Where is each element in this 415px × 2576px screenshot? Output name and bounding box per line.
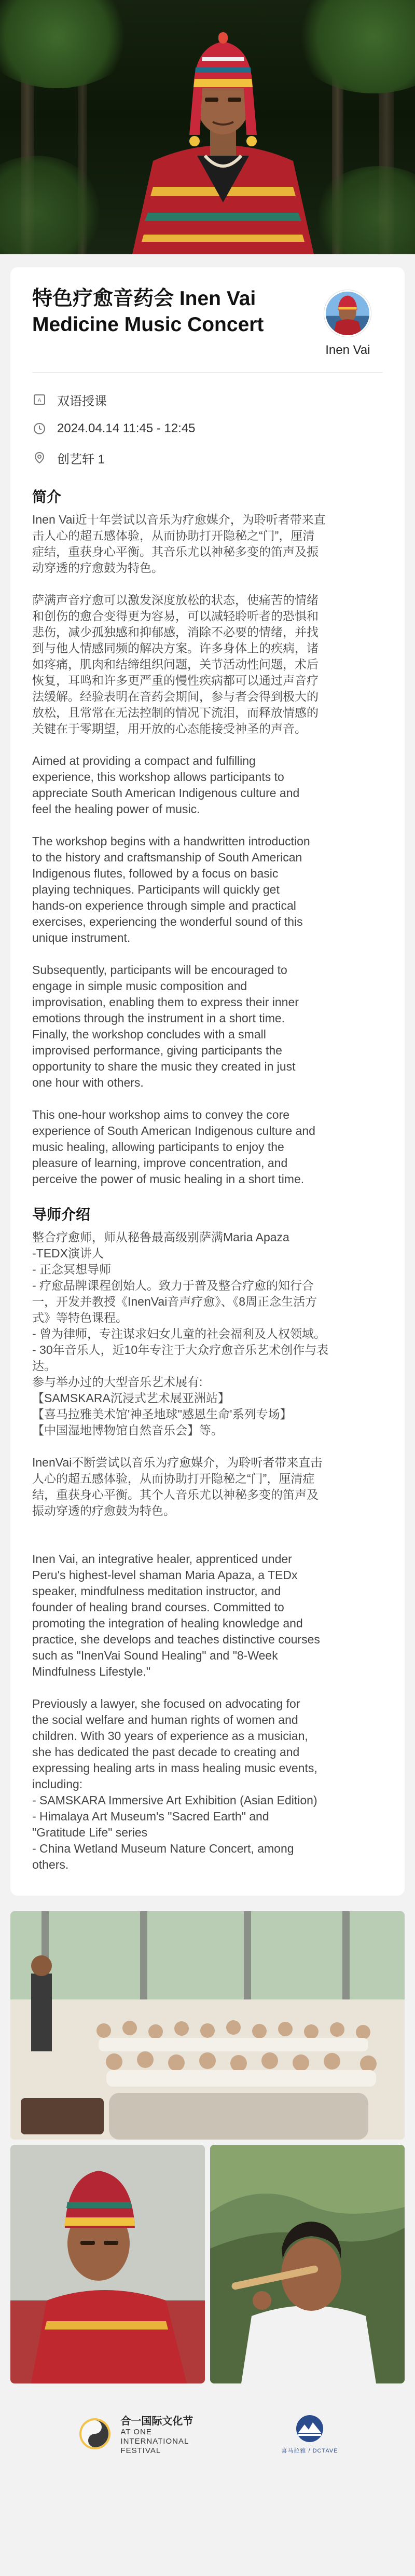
mentor-title: 导师介绍	[32, 1207, 91, 1223]
festival-logo-icon	[77, 2416, 113, 2452]
festival-name-en-2: INTERNATIONAL	[120, 2436, 189, 2446]
svg-text:A: A	[37, 398, 42, 404]
host-name: Inen Vai	[325, 343, 370, 357]
mentor-paragraph-zh-2: InenVai不断尝试以音乐为疗愈媒介，为聆听者带来直击 人心的超五感体验，从而协助打开隐秘之“门”，厘清症 结，重获身心平衡。其个人音乐尤以神秘多变的笛声及 振动穿透的疗愈鼓为特色。	[32, 1456, 323, 1517]
location-pin-icon	[32, 450, 47, 465]
photo-gallery	[0, 1911, 415, 2383]
mentor-paragraph-en-2: Previously a lawyer, she focused on advocating for the social welfare and human rights of women and children. With 30 years of experience as a musician, she has dedicated the past decade to creating and expressing healing arts in mass healing music events, including: - SAMSKARA Immersive Art Exhibition (Asian Edition) - Himalaya Art Museum's "Sacred Earth" and "Gratitude Life" series - China Wetland Museum Nature Concert, among others.	[32, 1697, 317, 1871]
festival-name-cn: 合一国际文化节	[120, 2415, 193, 2427]
footer	[0, 2383, 415, 2484]
host-avatar[interactable]	[324, 290, 371, 337]
performer-figure	[117, 31, 329, 254]
title-row	[32, 286, 383, 358]
intro-title: 简介	[32, 489, 62, 505]
intro-paragraph-en-1: Aimed at providing a compact and fulfilling experience, this workshop allows participants to appreciate South American Indigenous culture and feel the healing power of music.	[32, 754, 300, 816]
gallery-photo-flute-player	[210, 2145, 405, 2383]
intro-paragraph-zh-2: 萨满声音疗愈可以激发深度放松的状态，使痛苦的情绪 和创伤的愈合变得更为容易，可以减轻聆听者的恐惧和 悲伤，减少孤独感和抑郁感，消除不必要的情绪，并找 到与他人情感同频的解决方案。许多身体上的疾病，诸 如疼痛，肌肉和结缔组织问题，关节活动性问题，术后 恢复，耳鸣和许多更严重的慢性疾病都可以通过声音疗 法缓解。经验表明在音药会期间，参与者会得到极大的 放松，且常常在无法控制的情况下流泪，而释放情感的 关键在于零期望，用开放的心态能接受神圣的声音。	[32, 593, 319, 735]
event-title: 特色疗愈音药会 Inen Vai Medicine Music Concert	[32, 287, 264, 336]
festival-name-en-3: FESTIVAL	[120, 2446, 161, 2455]
partner-name: 喜马拉雅 / DCTAVE	[281, 2448, 338, 2454]
language-icon	[32, 392, 47, 407]
partner-logo-icon	[291, 2413, 328, 2444]
meta-location-text: 创艺轩 1	[57, 452, 105, 467]
divider	[32, 372, 383, 373]
festival-logo[interactable]	[77, 2413, 193, 2456]
host-profile[interactable]	[313, 290, 383, 358]
meta-time	[32, 414, 383, 443]
mentor-paragraph-en-1: Inen Vai, an integrative healer, apprenticed under Peru's highest-level shaman Maria Apaza, a TEDx speaker, mindfulness meditation instructor, and founder of healing brand courses. Committed to promoting the integration of healing knowledge and practice, she develops and teaches distinctive courses such as "InenVai Sound Healing" and "8-Week Mindfulness Lifestyle."	[32, 1552, 320, 1678]
meta-language-text: 双语授课	[57, 394, 107, 408]
festival-logo-text	[120, 2413, 193, 2456]
intro-paragraph-en-4: This one-hour workshop aims to convey the core experience of South American Indigenous culture and music healing, allowing participants to enjoy the pleasure of learning, improve concentration, and perceive the power of music healing in a short time.	[32, 1108, 315, 1186]
gallery-photo-audience	[10, 1911, 405, 2140]
intro-paragraph-en-2: The workshop begins with a handwritten introduction to the history and craftsmanship of South American Indigenous flutes, followed by a focus on basic playing techniques. Participants will quickly get hands-on experience through simple and practical exercises, experiencing the wonderful sound of this unique instrument.	[32, 834, 310, 944]
partner-logo[interactable]	[281, 2413, 338, 2455]
meta-location[interactable]	[32, 443, 383, 472]
intro-paragraph-en-3: Subsequently, participants will be encouraged to engage in simple music composition and improvisation, enabling them to express their inner emotions through the instrument in a short time. Finally, the workshop concludes with a small improvised performance, giving participants the opportunity to share the music they created in just one hour with others.	[32, 963, 299, 1089]
meta-language	[32, 385, 383, 414]
festival-name-en-1: AT ONE	[120, 2427, 152, 2436]
clock-icon	[32, 421, 47, 436]
hero-photo	[0, 0, 415, 254]
photo-row	[10, 2145, 405, 2383]
intro-paragraph-zh-1: Inen Vai近十年尝试以音乐为疗愈媒介，为聆听者带来直 击人心的超五感体验，从而协助打开隐秘之“门”，厘清 症结，重获身心平衡。其音乐尤以神秘多变的笛声及振 动穿透的疗愈鼓为特色。	[32, 513, 326, 574]
mentor-paragraph-zh-1: 整合疗愈师，师从秘鲁最高级别萨满Maria Apaza -TEDX演讲人 - 正念冥想导师 - 疗愈品牌课程创始人。致力于普及整合疗愈的知行合 一，开发并教授《InenVai音声疗愈》、《8周正念生活方 式》等特色课程。 - 曾为律师，专注谋求妇女儿童的社会福利及人权领域。 - 30年音乐人，近10年专注于大众疗愈音乐艺术创作与表 达。 参与举办过的大型音乐艺术展有: 【SAMSKARA沉浸式艺术展亚洲站】 【喜马拉雅美术馆'神圣地球''感恩生命'系列专场】 【中国湿地博物馆自然音乐会】等。	[32, 1230, 329, 1437]
gallery-photo-portrait	[10, 2145, 205, 2383]
event-card	[10, 267, 405, 1896]
meta-time-text: 2024.04.14 11:45 - 12:45	[57, 421, 196, 435]
